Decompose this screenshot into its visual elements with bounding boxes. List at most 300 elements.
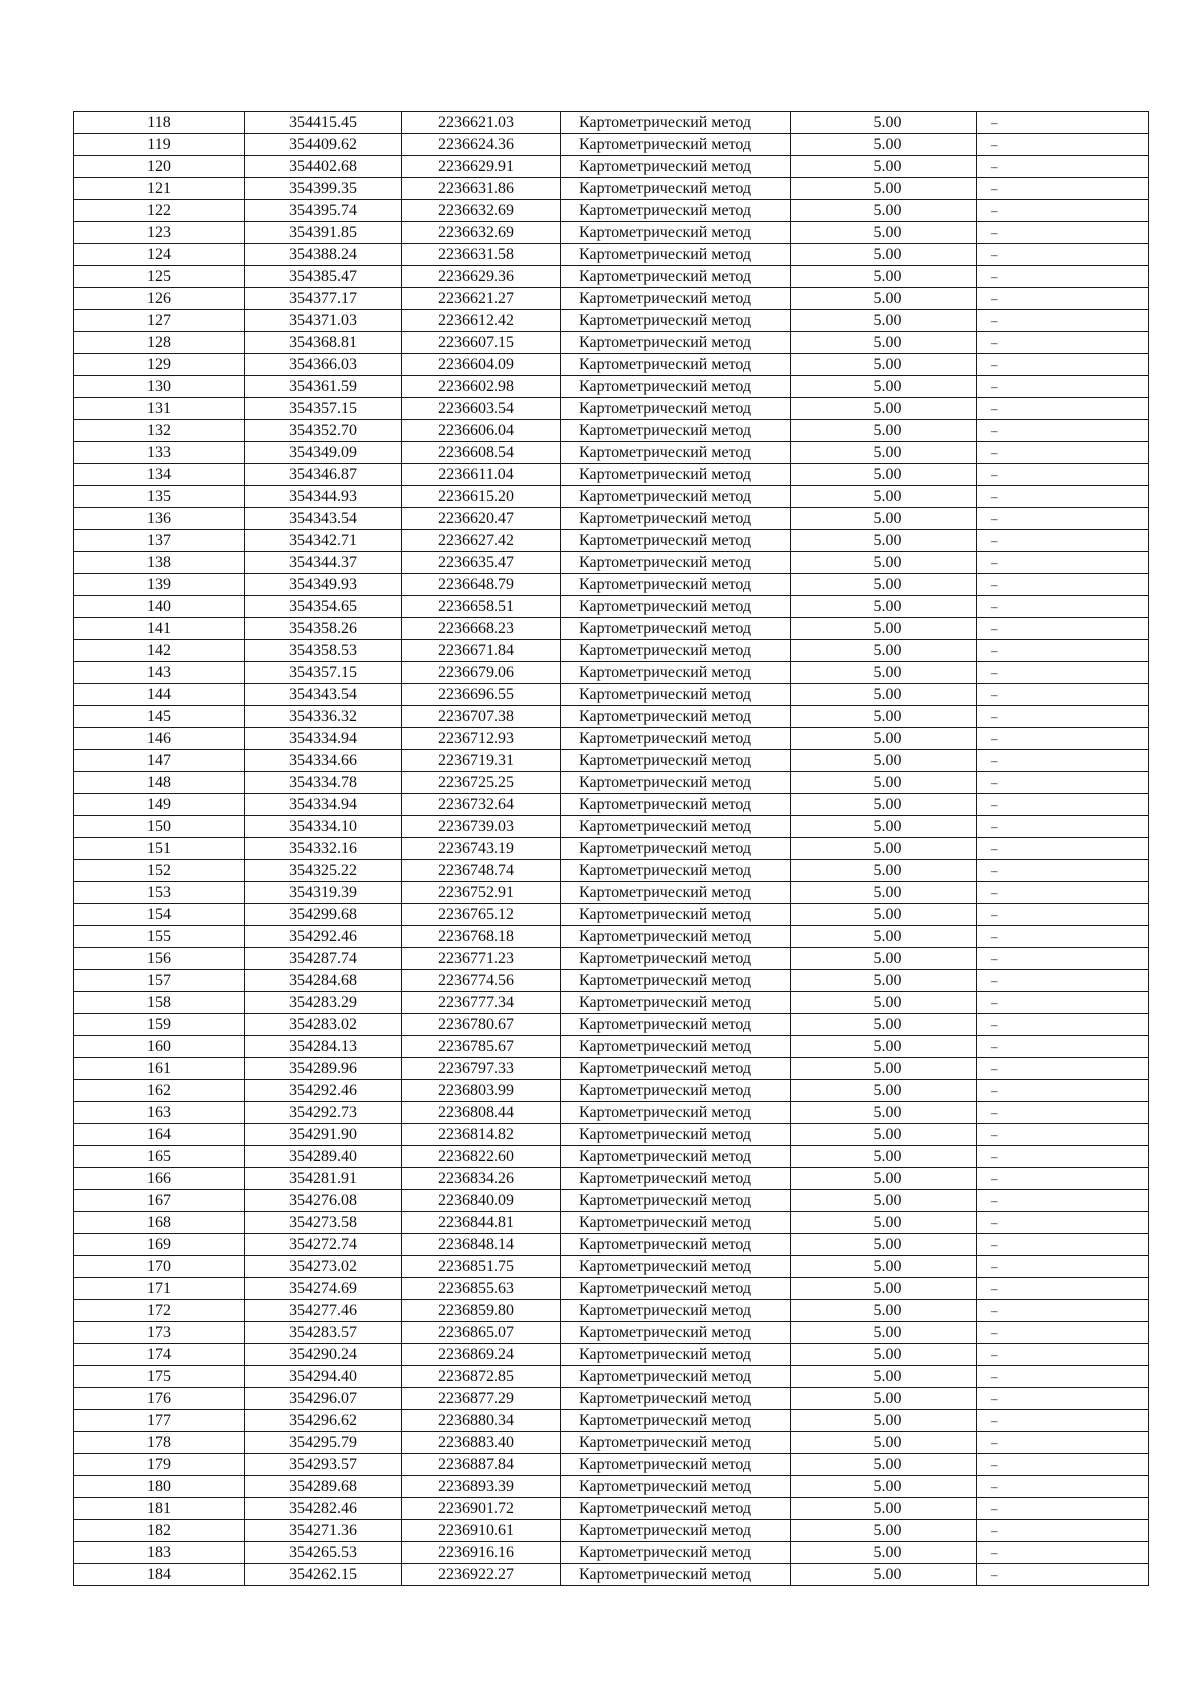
x-coordinate-cell: 354357.15 [245,398,402,420]
x-coordinate-cell: 354287.74 [245,948,402,970]
x-coordinate-cell: 354271.36 [245,1520,402,1542]
precision-cell: 5.00 [791,618,977,640]
point-number-cell: 133 [74,442,245,464]
method-cell: Картометрический метод [561,508,791,530]
table-row [74,1542,1149,1564]
method-cell: Картометрический метод [561,156,791,178]
table-row [74,420,1149,442]
x-coordinate-cell: 354349.09 [245,442,402,464]
y-coordinate-cell: 2236648.79 [402,574,561,596]
y-coordinate-cell: 2236848.14 [402,1234,561,1256]
precision-cell: 5.00 [791,1476,977,1498]
y-coordinate-cell: 2236887.84 [402,1454,561,1476]
x-coordinate-cell: 354299.68 [245,904,402,926]
x-coordinate-cell: 354334.66 [245,750,402,772]
table-row [74,288,1149,310]
point-number-cell: 179 [74,1454,245,1476]
precision-cell: 5.00 [791,1344,977,1366]
method-cell: Картометрический метод [561,178,791,200]
y-coordinate-cell: 2236629.36 [402,266,561,288]
method-cell: Картометрический метод [561,706,791,728]
method-cell: Картометрический метод [561,948,791,970]
x-coordinate-cell: 354291.90 [245,1124,402,1146]
table-row [74,134,1149,156]
method-cell: Картометрический метод [561,1344,791,1366]
precision-cell: 5.00 [791,1564,977,1586]
point-number-cell: 170 [74,1256,245,1278]
point-number-cell: 148 [74,772,245,794]
method-cell: Картометрический метод [561,1014,791,1036]
table-row [74,1256,1149,1278]
x-coordinate-cell: 354349.93 [245,574,402,596]
table-row [74,376,1149,398]
x-coordinate-cell: 354344.93 [245,486,402,508]
description-cell: – [977,948,1149,970]
precision-cell: 5.00 [791,1520,977,1542]
table-row [74,464,1149,486]
point-number-cell: 127 [74,310,245,332]
precision-cell: 5.00 [791,134,977,156]
y-coordinate-cell: 2236765.12 [402,904,561,926]
description-cell: – [977,1564,1149,1586]
point-number-cell: 174 [74,1344,245,1366]
y-coordinate-cell: 2236851.75 [402,1256,561,1278]
y-coordinate-cell: 2236602.98 [402,376,561,398]
x-coordinate-cell: 354293.57 [245,1454,402,1476]
table-row [74,772,1149,794]
y-coordinate-cell: 2236814.82 [402,1124,561,1146]
point-number-cell: 123 [74,222,245,244]
description-cell: – [977,508,1149,530]
precision-cell: 5.00 [791,1058,977,1080]
table-row [74,266,1149,288]
method-cell: Картометрический метод [561,244,791,266]
description-cell: – [977,1014,1149,1036]
description-cell: – [977,1520,1149,1542]
x-coordinate-cell: 354366.03 [245,354,402,376]
table-row [74,1278,1149,1300]
method-cell: Картометрический метод [561,1190,791,1212]
table-row [74,530,1149,552]
x-coordinate-cell: 354334.94 [245,728,402,750]
method-cell: Картометрический метод [561,486,791,508]
precision-cell: 5.00 [791,662,977,684]
description-cell: – [977,1058,1149,1080]
precision-cell: 5.00 [791,420,977,442]
table-row [74,1102,1149,1124]
precision-cell: 5.00 [791,728,977,750]
table-row [74,662,1149,684]
x-coordinate-cell: 354292.46 [245,926,402,948]
description-cell: – [977,1036,1149,1058]
precision-cell: 5.00 [791,1146,977,1168]
precision-cell: 5.00 [791,530,977,552]
method-cell: Картометрический метод [561,728,791,750]
precision-cell: 5.00 [791,1454,977,1476]
x-coordinate-cell: 354377.17 [245,288,402,310]
x-coordinate-cell: 354358.26 [245,618,402,640]
method-cell: Картометрический метод [561,1388,791,1410]
description-cell: – [977,574,1149,596]
precision-cell: 5.00 [791,332,977,354]
y-coordinate-cell: 2236635.47 [402,552,561,574]
table-row [74,332,1149,354]
description-cell: – [977,244,1149,266]
description-cell: – [977,112,1149,134]
precision-cell: 5.00 [791,838,977,860]
precision-cell: 5.00 [791,178,977,200]
point-number-cell: 120 [74,156,245,178]
table-row [74,1146,1149,1168]
method-cell: Картометрический метод [561,1234,791,1256]
method-cell: Картометрический метод [561,1542,791,1564]
description-cell: – [977,816,1149,838]
x-coordinate-cell: 354289.68 [245,1476,402,1498]
table-row [74,728,1149,750]
method-cell: Картометрический метод [561,926,791,948]
precision-cell: 5.00 [791,992,977,1014]
precision-cell: 5.00 [791,926,977,948]
y-coordinate-cell: 2236707.38 [402,706,561,728]
precision-cell: 5.00 [791,486,977,508]
description-cell: – [977,1190,1149,1212]
y-coordinate-cell: 2236607.15 [402,332,561,354]
x-coordinate-cell: 354276.08 [245,1190,402,1212]
method-cell: Картометрический метод [561,354,791,376]
point-number-cell: 130 [74,376,245,398]
description-cell: – [977,772,1149,794]
y-coordinate-cell: 2236631.86 [402,178,561,200]
method-cell: Картометрический метод [561,1212,791,1234]
method-cell: Картометрический метод [561,376,791,398]
y-coordinate-cell: 2236612.42 [402,310,561,332]
y-coordinate-cell: 2236679.06 [402,662,561,684]
y-coordinate-cell: 2236712.93 [402,728,561,750]
method-cell: Картометрический метод [561,222,791,244]
point-number-cell: 138 [74,552,245,574]
method-cell: Картометрический метод [561,838,791,860]
point-number-cell: 169 [74,1234,245,1256]
table-row [74,552,1149,574]
method-cell: Картометрический метод [561,1366,791,1388]
method-cell: Картометрический метод [561,200,791,222]
x-coordinate-cell: 354289.96 [245,1058,402,1080]
x-coordinate-cell: 354292.46 [245,1080,402,1102]
precision-cell: 5.00 [791,596,977,618]
precision-cell: 5.00 [791,398,977,420]
precision-cell: 5.00 [791,574,977,596]
table-row [74,486,1149,508]
y-coordinate-cell: 2236834.26 [402,1168,561,1190]
point-number-cell: 158 [74,992,245,1014]
table-row [74,1366,1149,1388]
precision-cell: 5.00 [791,772,977,794]
description-cell: – [977,618,1149,640]
x-coordinate-cell: 354402.68 [245,156,402,178]
description-cell: – [977,1300,1149,1322]
x-coordinate-cell: 354262.15 [245,1564,402,1586]
method-cell: Картометрический метод [561,772,791,794]
x-coordinate-cell: 354371.03 [245,310,402,332]
point-number-cell: 163 [74,1102,245,1124]
y-coordinate-cell: 2236880.34 [402,1410,561,1432]
y-coordinate-cell: 2236780.67 [402,1014,561,1036]
precision-cell: 5.00 [791,904,977,926]
table-row [74,1300,1149,1322]
method-cell: Картометрический метод [561,1080,791,1102]
y-coordinate-cell: 2236865.07 [402,1322,561,1344]
y-coordinate-cell: 2236621.27 [402,288,561,310]
y-coordinate-cell: 2236771.23 [402,948,561,970]
method-cell: Картометрический метод [561,1278,791,1300]
description-cell: – [977,662,1149,684]
method-cell: Картометрический метод [561,1102,791,1124]
table-row [74,1498,1149,1520]
x-coordinate-cell: 354368.81 [245,332,402,354]
precision-cell: 5.00 [791,1366,977,1388]
precision-cell: 5.00 [791,156,977,178]
method-cell: Картометрический метод [561,420,791,442]
y-coordinate-cell: 2236632.69 [402,200,561,222]
point-number-cell: 167 [74,1190,245,1212]
y-coordinate-cell: 2236621.03 [402,112,561,134]
method-cell: Картометрический метод [561,992,791,1014]
point-number-cell: 137 [74,530,245,552]
description-cell: – [977,750,1149,772]
precision-cell: 5.00 [791,1388,977,1410]
x-coordinate-cell: 354361.59 [245,376,402,398]
precision-cell: 5.00 [791,464,977,486]
method-cell: Картометрический метод [561,1410,791,1432]
x-coordinate-cell: 354343.54 [245,684,402,706]
description-cell: – [977,310,1149,332]
precision-cell: 5.00 [791,310,977,332]
table-row [74,860,1149,882]
x-coordinate-cell: 354265.53 [245,1542,402,1564]
precision-cell: 5.00 [791,948,977,970]
table-row [74,992,1149,1014]
x-coordinate-cell: 354346.87 [245,464,402,486]
x-coordinate-cell: 354388.24 [245,244,402,266]
y-coordinate-cell: 2236748.74 [402,860,561,882]
description-cell: – [977,376,1149,398]
table-row [74,948,1149,970]
description-cell: – [977,1432,1149,1454]
point-number-cell: 143 [74,662,245,684]
description-cell: – [977,442,1149,464]
x-coordinate-cell: 354273.58 [245,1212,402,1234]
description-cell: – [977,1168,1149,1190]
description-cell: – [977,728,1149,750]
x-coordinate-cell: 354325.22 [245,860,402,882]
x-coordinate-cell: 354281.91 [245,1168,402,1190]
method-cell: Картометрический метод [561,442,791,464]
table-row [74,574,1149,596]
table-row [74,1124,1149,1146]
precision-cell: 5.00 [791,684,977,706]
table-row [74,1454,1149,1476]
description-cell: – [977,1454,1149,1476]
y-coordinate-cell: 2236869.24 [402,1344,561,1366]
y-coordinate-cell: 2236611.04 [402,464,561,486]
description-cell: – [977,1344,1149,1366]
point-number-cell: 150 [74,816,245,838]
description-cell: – [977,156,1149,178]
description-cell: – [977,596,1149,618]
y-coordinate-cell: 2236725.25 [402,772,561,794]
y-coordinate-cell: 2236859.80 [402,1300,561,1322]
point-number-cell: 129 [74,354,245,376]
point-number-cell: 180 [74,1476,245,1498]
method-cell: Картометрический метод [561,640,791,662]
x-coordinate-cell: 354334.10 [245,816,402,838]
point-number-cell: 145 [74,706,245,728]
y-coordinate-cell: 2236797.33 [402,1058,561,1080]
method-cell: Картометрический метод [561,970,791,992]
table-row [74,596,1149,618]
description-cell: – [977,420,1149,442]
description-cell: – [977,200,1149,222]
table-row [74,816,1149,838]
point-number-cell: 131 [74,398,245,420]
description-cell: – [977,1146,1149,1168]
precision-cell: 5.00 [791,1322,977,1344]
point-number-cell: 149 [74,794,245,816]
table-row [74,112,1149,134]
point-number-cell: 155 [74,926,245,948]
y-coordinate-cell: 2236774.56 [402,970,561,992]
point-number-cell: 157 [74,970,245,992]
point-number-cell: 172 [74,1300,245,1322]
table-row [74,200,1149,222]
description-cell: – [977,1256,1149,1278]
description-cell: – [977,1366,1149,1388]
table-row [74,926,1149,948]
method-cell: Картометрический метод [561,1058,791,1080]
x-coordinate-cell: 354294.40 [245,1366,402,1388]
point-number-cell: 139 [74,574,245,596]
method-cell: Картометрический метод [561,684,791,706]
coordinates-table-body [74,112,1149,1586]
table-row [74,618,1149,640]
table-row [74,310,1149,332]
y-coordinate-cell: 2236624.36 [402,134,561,156]
method-cell: Картометрический метод [561,1256,791,1278]
precision-cell: 5.00 [791,552,977,574]
method-cell: Картометрический метод [561,1498,791,1520]
point-number-cell: 156 [74,948,245,970]
precision-cell: 5.00 [791,970,977,992]
description-cell: – [977,486,1149,508]
table-row [74,1058,1149,1080]
precision-cell: 5.00 [791,354,977,376]
y-coordinate-cell: 2236719.31 [402,750,561,772]
method-cell: Картометрический метод [561,860,791,882]
precision-cell: 5.00 [791,1410,977,1432]
table-row [74,1234,1149,1256]
table-row [74,508,1149,530]
table-row [74,970,1149,992]
precision-cell: 5.00 [791,1168,977,1190]
method-cell: Картометрический метод [561,1564,791,1586]
precision-cell: 5.00 [791,750,977,772]
table-row [74,442,1149,464]
table-row [74,882,1149,904]
x-coordinate-cell: 354289.40 [245,1146,402,1168]
method-cell: Картометрический метод [561,1124,791,1146]
precision-cell: 5.00 [791,244,977,266]
description-cell: – [977,1322,1149,1344]
table-row [74,244,1149,266]
method-cell: Картометрический метод [561,1520,791,1542]
x-coordinate-cell: 354334.94 [245,794,402,816]
y-coordinate-cell: 2236732.64 [402,794,561,816]
x-coordinate-cell: 354274.69 [245,1278,402,1300]
y-coordinate-cell: 2236608.54 [402,442,561,464]
description-cell: – [977,904,1149,926]
point-number-cell: 154 [74,904,245,926]
y-coordinate-cell: 2236696.55 [402,684,561,706]
y-coordinate-cell: 2236752.91 [402,882,561,904]
description-cell: – [977,860,1149,882]
y-coordinate-cell: 2236822.60 [402,1146,561,1168]
y-coordinate-cell: 2236627.42 [402,530,561,552]
point-number-cell: 142 [74,640,245,662]
point-number-cell: 162 [74,1080,245,1102]
y-coordinate-cell: 2236604.09 [402,354,561,376]
point-number-cell: 177 [74,1410,245,1432]
description-cell: – [977,332,1149,354]
y-coordinate-cell: 2236658.51 [402,596,561,618]
precision-cell: 5.00 [791,376,977,398]
x-coordinate-cell: 354357.15 [245,662,402,684]
point-number-cell: 153 [74,882,245,904]
method-cell: Картометрический метод [561,1322,791,1344]
precision-cell: 5.00 [791,860,977,882]
table-row [74,156,1149,178]
description-cell: – [977,1124,1149,1146]
y-coordinate-cell: 2236785.67 [402,1036,561,1058]
precision-cell: 5.00 [791,1212,977,1234]
description-cell: – [977,134,1149,156]
table-row [74,1190,1149,1212]
x-coordinate-cell: 354358.53 [245,640,402,662]
precision-cell: 5.00 [791,640,977,662]
method-cell: Картометрический метод [561,750,791,772]
method-cell: Картометрический метод [561,1454,791,1476]
description-cell: – [977,266,1149,288]
table-row [74,178,1149,200]
table-row [74,904,1149,926]
table-row [74,1432,1149,1454]
table-row [74,640,1149,662]
precision-cell: 5.00 [791,1432,977,1454]
table-row [74,1564,1149,1586]
x-coordinate-cell: 354296.07 [245,1388,402,1410]
point-number-cell: 124 [74,244,245,266]
method-cell: Картометрический метод [561,1432,791,1454]
y-coordinate-cell: 2236883.40 [402,1432,561,1454]
point-number-cell: 135 [74,486,245,508]
x-coordinate-cell: 354283.02 [245,1014,402,1036]
description-cell: – [977,640,1149,662]
description-cell: – [977,992,1149,1014]
description-cell: – [977,398,1149,420]
x-coordinate-cell: 354282.46 [245,1498,402,1520]
description-cell: – [977,288,1149,310]
table-row [74,398,1149,420]
description-cell: – [977,1080,1149,1102]
